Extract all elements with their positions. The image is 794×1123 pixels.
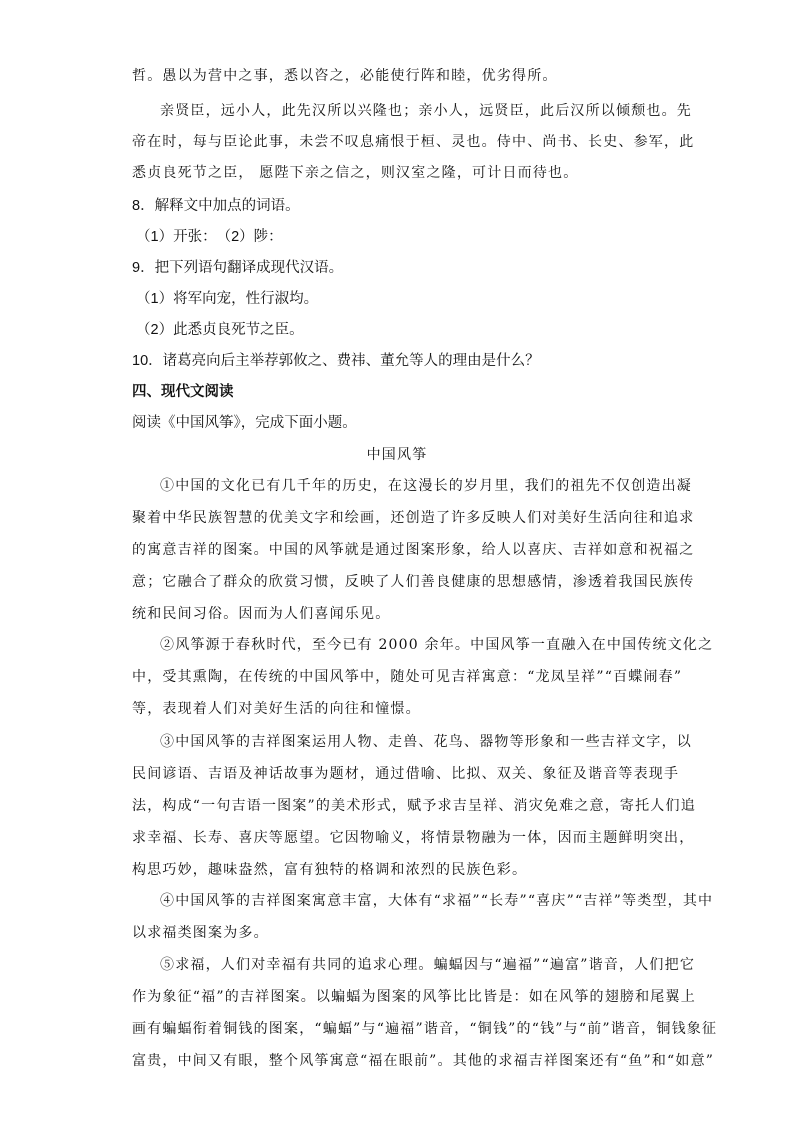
article-line: 构思巧妙，趣味盎然，富有独特的格调和浓烈的民族色彩。 (132, 862, 528, 878)
question-9-item-2: （2）此悉贞良死节之臣。 (136, 322, 304, 338)
question-9: 9．把下列语句翻译成现代汉语。 (132, 260, 344, 276)
article-line: 中，受其熏陶，在传统的中国风筝中，随处可见吉祥寓意：“龙凤呈祥”“百蝶闹春” (132, 669, 683, 685)
question-8: 8．解释文中加点的词语。 (132, 198, 300, 214)
article-line: 以求福类图案为多。 (132, 925, 269, 941)
section-heading: 四、现代文阅读 (132, 384, 234, 400)
classical-line: 哲。愚以为营中之事，悉以咨之，必能使行阵和睦，优劣得所。 (132, 68, 558, 84)
article-line: 的寓意吉祥的图案。中国的风筝就是通过图案形象，给人以喜庆、吉祥如意和祝福之 (132, 542, 695, 558)
question-9-item-1: （1）将军向宠，性行淑均。 (136, 291, 319, 307)
article-line: ③中国风筝的吉祥图案运用人物、走兽、花鸟、器物等形象和一些吉祥文字，以 (160, 734, 692, 750)
article-line: 富贵，中间又有眼，整个风筝寓意“福在眼前”。其他的求福吉祥图案还有“鱼”和“如意” (132, 1053, 715, 1069)
article-line: 意；它融合了群众的欣赏习惯，反映了人们善良健康的思想感情，渗透着我国民族传 (132, 574, 695, 590)
article-line: 聚着中华民族智慧的优美文字和绘画，还创造了许多反映人们对美好生活向往和追求 (132, 510, 695, 526)
article-line: ②风筝源于春秋时代，至今已有 2000 余年。中国风筝一直融入在中国传统文化之 (160, 637, 714, 653)
reading-instruction: 阅读《中国风筝》，完成下面小题。 (132, 415, 357, 431)
classical-line: 帝在时，每与臣论此事，未尝不叹息痛恨于桓、灵也。侍中、尚书、长史、参军，此 (132, 134, 695, 150)
article-line: ①中国的文化已有几千年的历史，在这漫长的岁月里，我们的祖先不仅创造出凝 (160, 478, 692, 494)
article-line: ⑤求福，人们对幸福有共同的追求心理。蝙蝠因与“遍福”“遍富”谐音，人们把它 (160, 957, 696, 973)
article-line: 求幸福、长寿、喜庆等愿望。它因物喻义，将情景物融为一体，因而主题鲜明突出， (132, 830, 695, 846)
article-line: 作为象征“福”的吉祥图案。以蝙蝠为图案的风筝比比皆是：如在风筝的翅膀和尾翼上 (132, 989, 696, 1005)
article-line: 统和民间习俗。因而为人们喜闻乐见。 (132, 606, 391, 622)
question-10: 10．诸葛亮向后主举荐郭攸之、费祎、董允等人的理由是什么？ (132, 353, 540, 369)
article-line: 民间谚语、吉语及神话故事为题材，通过借喻、比拟、双关、象征及谐音等表现手 (132, 766, 680, 782)
article-line: 等，表现着人们对美好生活的向往和憧憬。 (132, 701, 421, 717)
article-line: 法，构成“一句吉语一图案”的美术形式，赋予求吉呈祥、消灾免难之意，寄托人们追 (132, 798, 696, 814)
article-line: 画有蝙蝠衔着铜钱的图案，“蝙蝠”与“遍福”谐音，“铜钱”的“钱”与“前”谐音，铜钱象征 (132, 1021, 718, 1037)
classical-line: 悉贞良死节之臣， 愿陛下亲之信之，则汉室之隆，可计日而待也。 (132, 165, 579, 181)
article-line: ④中国风筝的吉祥图案寓意丰富，大体有“求福”“长寿”“喜庆”“吉祥”等类型，其中 (160, 893, 714, 909)
question-8-items: （1）开张： （2）陟： (136, 229, 283, 245)
article-title: 中国风筝 (366, 447, 428, 463)
classical-line: 亲贤臣，远小人，此先汉所以兴隆也；亲小人，远贤臣，此后汉所以倾颓也。先 (160, 103, 692, 119)
